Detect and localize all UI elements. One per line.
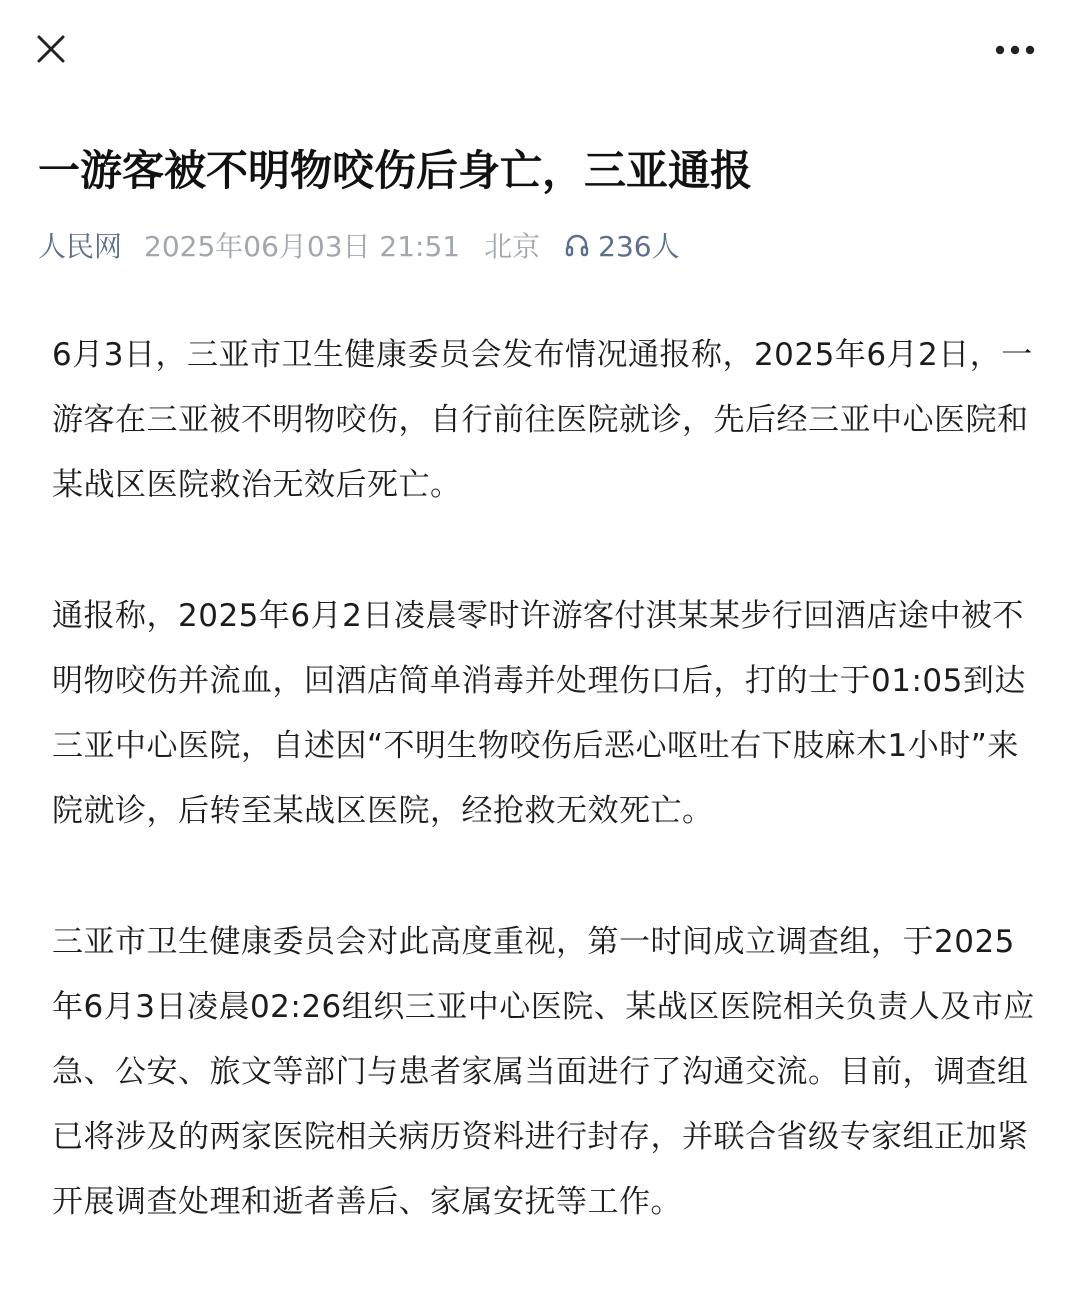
paragraph: 三亚市卫生健康委员会对此高度重视，第一时间成立调查组，于2025年6月3日凌晨02:26组织三亚中心医院、某战区医院相关负责人及市应急、公安、旅文等部门与患者家属当面进行了沟通交流。目前，调查组已将涉及的两家医院相关病历资料进行封存，并联合省级专家组正加紧开展调查处理和逝者善后、家属安抚等工作。 bbox=[52, 924, 1035, 1220]
article-meta bbox=[38, 222, 680, 268]
source-link[interactable]: 人民网 bbox=[38, 230, 123, 263]
more-dots-icon bbox=[992, 30, 1038, 70]
close-button[interactable] bbox=[30, 28, 72, 70]
publish-location: 北京 bbox=[484, 230, 541, 263]
close-icon bbox=[30, 28, 72, 70]
publish-time: 2025年06月03日 21:51 bbox=[144, 230, 461, 263]
headphones-icon bbox=[564, 232, 590, 258]
article-title: 一游客被不明物咬伤后身亡，三亚通报 bbox=[38, 146, 753, 195]
listen-button[interactable] bbox=[564, 225, 679, 265]
more-options-button[interactable] bbox=[992, 30, 1038, 70]
article-body bbox=[52, 323, 1042, 1301]
top-bar bbox=[0, 0, 1080, 100]
paragraph: 通报称，2025年6月2日凌晨零时许游客付淇某某步行回酒店途中被不明物咬伤并流血，回酒店简单消毒并处理伤口后，打的士于01:05到达三亚中心医院，自述因“不明生物咬伤后恶心呕吐右下肢麻木1小时”来院就诊，后转至某战区医院，经抢救无效死亡。 bbox=[52, 598, 1026, 829]
paragraph: 6月3日，三亚市卫生健康委员会发布情况通报称，2025年6月2日，一游客在三亚被不明物咬伤，自行前往医院就诊，先后经三亚中心医院和某战区医院救治无效后死亡。 bbox=[52, 337, 1033, 503]
listener-count: 236人 bbox=[598, 230, 680, 263]
